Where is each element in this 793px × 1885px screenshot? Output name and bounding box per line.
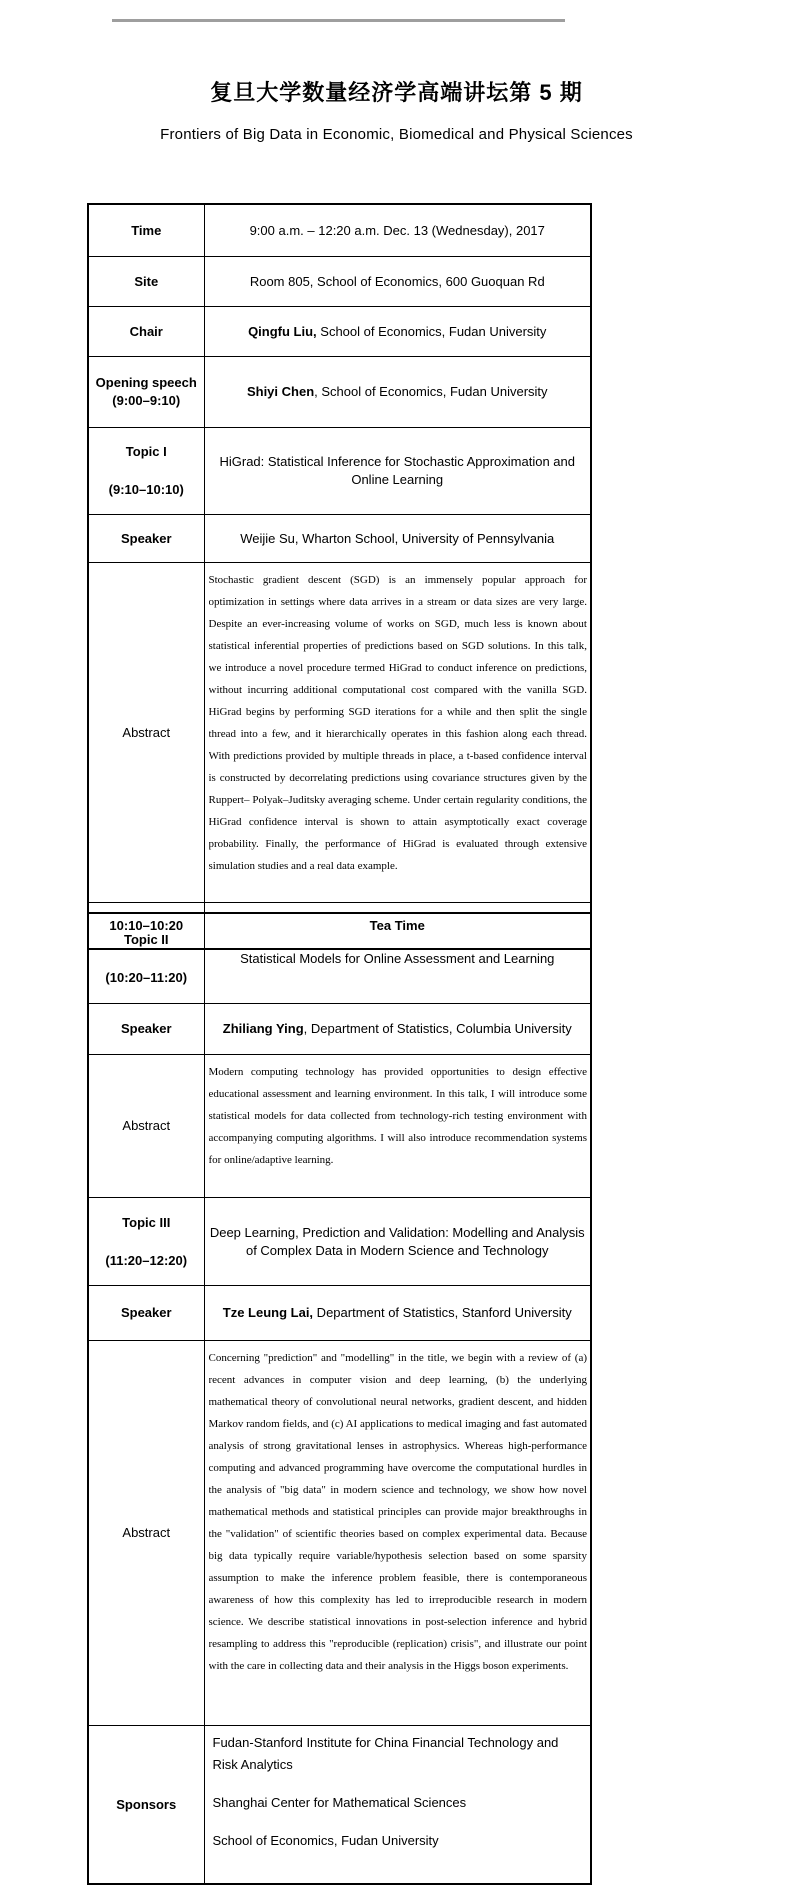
speaker-1-label: Speaker: [88, 515, 204, 563]
table-row-sponsors: [88, 1726, 591, 1885]
abstract-1-text: Stochastic gradient descent (SGD) is an immensely popular approach for optimization in settings where data arrives in a stream or data sizes are very large. Despite an ever-increasing volume of works on SGD, much less is known about statistical inferential properties of predictions based on SGD solutions. In this talk, we introduce a novel procedure termed HiGrad to conduct inference on predictions, without incurring additional computational cost compared with the vanilla SGD. HiGrad begins by performing SGD iterations for a while and then split the single thread into a few, and it hierarchically operates in this fashion along each thread. With predictions provided by multiple threads in place, a t-based confidence interval is constructed by decorrelating predictions using covariance structures given by the Ruppert– Polyak–Juditsky averaging scheme. Under certain regularity conditions, the HiGrad confidence interval is shown to attain asymptotically exact coverage probability. Finally, the performance of HiGrad is evaluated through extensive simulation studies and a real data example.: [204, 563, 591, 903]
topic-3-time: (11:20–12:20): [105, 1252, 188, 1268]
tea-time-value: Tea Time: [204, 903, 591, 950]
topic-2-time: (10:20–11:20): [105, 969, 188, 985]
table-row-abstract-2: [88, 1055, 591, 1198]
opening-speech-value: [204, 357, 591, 428]
sponsors-list: [204, 1726, 591, 1885]
speaker-2-value: [204, 1004, 591, 1055]
speaker-3-name: Tze Leung Lai,: [222, 1305, 314, 1321]
header-rule: [112, 19, 565, 22]
speaker-2-name: Zhiliang Ying: [222, 1021, 304, 1037]
chair-value: [204, 307, 591, 357]
table-row-abstract-3: [88, 1341, 591, 1726]
speaker-3-value: [204, 1286, 591, 1341]
topic-2-label: Topic II (10:20–11:20): [88, 913, 204, 1004]
topic-1-label: Topic I (9:10–10:10): [88, 428, 204, 515]
chair-name: Qingfu Liu,: [248, 323, 317, 339]
speaker-1-value: Weijie Su, Wharton School, University of Pennsylvania: [204, 515, 591, 563]
opening-speech-label: Opening speech (9:00–9:10): [88, 357, 204, 428]
speaker-2-affiliation: , Department of Statistics, Columbia University: [303, 1021, 572, 1037]
speaker-3-affiliation: Department of Statistics, Stanford University: [313, 1305, 572, 1321]
site-label: Site: [88, 257, 204, 307]
page-subtitle-english: Frontiers of Big Data in Economic, Biomedical and Physical Sciences: [160, 126, 633, 143]
time-value: 9:00 a.m. – 12:20 a.m. Dec. 13 (Wednesday), 2017: [204, 204, 591, 257]
table-row-speaker-1: [88, 515, 591, 563]
opening-speaker-name: Shiyi Chen: [246, 384, 315, 400]
table-row-speaker-2: [88, 1004, 591, 1055]
abstract-3-label: Abstract: [88, 1341, 204, 1726]
table-row-topic-3: [88, 1198, 591, 1286]
tea-time-label: 10:10–10:20: [88, 903, 204, 950]
opening-speech-time: (9:00–9:10): [112, 393, 181, 408]
sponsor-item: Fudan-Stanford Institute for China Financial Technology and Risk Analytics: [212, 1735, 559, 1772]
sponsor-item: School of Economics, Fudan University: [212, 1833, 439, 1848]
schedule-table-morning: [87, 203, 592, 950]
table-row-abstract-1: [88, 563, 591, 903]
sponsor-item: Shanghai Center for Mathematical Sciences: [212, 1795, 467, 1810]
page-title-chinese: 复旦大学数量经济学高端讲坛第 5 期: [210, 80, 583, 105]
topic-1-title: HiGrad: Statistical Inference for Stochastic Approximation and Online Learning: [204, 428, 591, 515]
speaker-3-label: Speaker: [88, 1286, 204, 1341]
site-value: Room 805, School of Economics, 600 Guoquan Rd: [204, 257, 591, 307]
table-row-topic-1: [88, 428, 591, 515]
schedule-table-late-morning: [87, 912, 592, 1885]
abstract-2-text: Modern computing technology has provided opportunities to design effective educational assessment and learning environment. In this talk, I will introduce some statistical models for data collected from technology-rich testing environment with accompanying computing algorithms. I will also introduce recommendation systems for online/adaptive learning.: [204, 1055, 591, 1198]
speaker-2-label: Speaker: [88, 1004, 204, 1055]
table-row-speaker-3: [88, 1286, 591, 1341]
topic-3-title: Deep Learning, Prediction and Validation: Modelling and Analysis of Complex Data in Modern Science and Technology: [204, 1198, 591, 1286]
chair-label: Chair: [88, 307, 204, 357]
time-label: Time: [88, 204, 204, 257]
abstract-2-label: Abstract: [88, 1055, 204, 1198]
abstract-3-text: Concerning "prediction" and "modelling" in the title, we begin with a review of (a) recent advances in computer vision and deep learning, (b) the underlying mathematical theory of convolutional neural networks, gradient descent, and hidden Markov random fields, and (c) AI applications to medical imaging and fast automated analysis of strong gravitational lenses in astrophysics. Whereas high-performance computing and advanced programming have overcome the computational hurdles in the analysis of "big data" in modern science and technology, we show how novel mathematical methods and statistical principles can provide major breakthroughs in the "validation" of scientific theories based on complex experimental data. Because big data typically require variable/hypothesis selection based on some sparsity assumption to make the inference problem feasible, there is contemporaneous awareness of how this complexity has led to irreproducible research in modern science. We describe statistical innovations in post-selection inference and hybrid resampling to address this "reproducible (replication) crisis", and illustrate our point with the care in collecting data and their analysis in the Higgs boson experiments.: [204, 1341, 591, 1726]
sponsors-label: Sponsors: [88, 1726, 204, 1885]
table-row-site: [88, 257, 591, 307]
opening-speaker-affiliation: , School of Economics, Fudan University: [314, 384, 548, 400]
topic-1-time: (9:10–10:10): [108, 482, 184, 497]
topic-2-title: Statistical Models for Online Assessment and Learning: [204, 913, 591, 1004]
table-row-time: [88, 204, 591, 257]
chair-affiliation: School of Economics, Fudan University: [316, 323, 547, 339]
abstract-1-label: Abstract: [88, 563, 204, 903]
table-row-chair: [88, 307, 591, 357]
topic-3-label: Topic III (11:20–12:20): [88, 1198, 204, 1286]
table-row-opening-speech: [88, 357, 591, 428]
table-row-topic-2: [88, 913, 591, 1004]
